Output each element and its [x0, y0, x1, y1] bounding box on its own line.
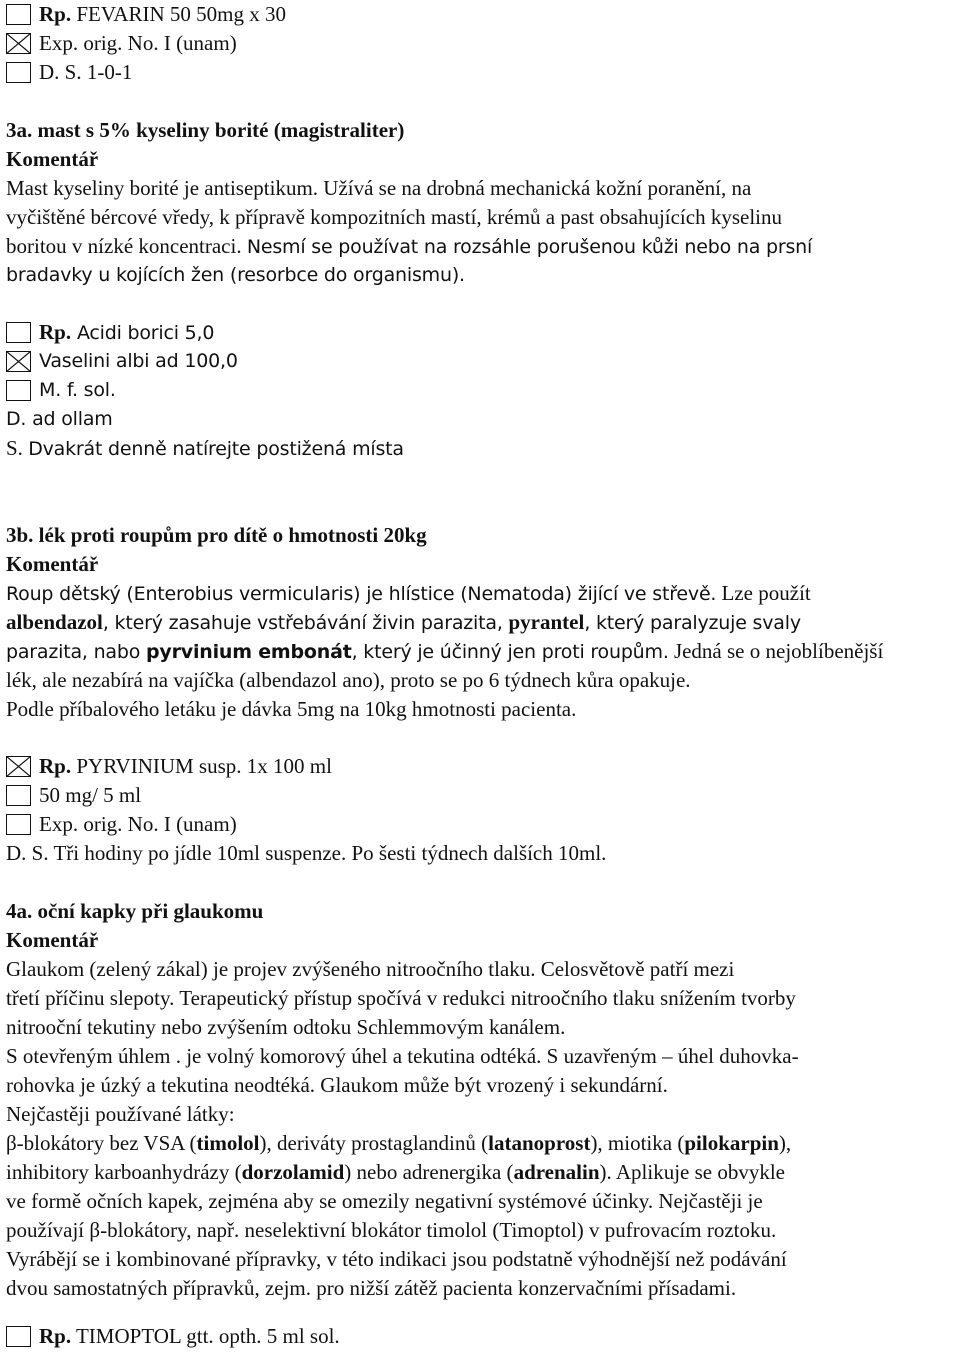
paragraph-line: Glaukom (zelený zákal) je projev zvýšeného nitroočního tlaku. Celosvětově patří mezi [6, 957, 735, 981]
rx-line-pyrvinium [6, 752, 954, 781]
komentar-label: Komentář [6, 928, 99, 952]
checkbox[interactable] [6, 322, 31, 343]
rx-text: Exp. orig. No. I (unam) [39, 31, 237, 55]
paragraph-line: boritou v nízké koncentraci. Nesmí se používat na rozsáhle porušenou kůži nebo na prsní [6, 234, 813, 258]
checkbox[interactable] [6, 351, 31, 372]
paragraph-line: Roup dětský (Enterobius vermicularis) je hlístice (Nematoda) žijící ve střevě. Lze použít [6, 581, 811, 605]
paragraph-line: inhibitory karboanhydrázy (dorzolamid) nebo adrenergika (adrenalin). Aplikuje se obvykle [6, 1160, 786, 1184]
rx-text: FEVARIN 50 50mg x 30 [71, 2, 286, 26]
paragraph-line: Mast kyseliny borité je antiseptikum. Užívá se na drobná mechanická kožní poranění, na [6, 176, 752, 200]
paragraph-line: Podle příbalového letáku je dávka 5mg na 10kg hmotnosti pacienta. [6, 697, 577, 721]
paragraph-line: třetí příčinu slepoty. Terapeutický přístup spočívá v redukci nitroočního tlaku snížením tvorby [6, 986, 796, 1010]
rx-line-acidi [6, 318, 954, 347]
rx-line-fevarin [6, 0, 954, 29]
paragraph-line: β-blokátory bez VSA (timolol), deriváty prostaglandinů (latanoprost), miotika (pilokarpin), [6, 1131, 792, 1155]
rx-text: Acidi borici 5,0 [71, 321, 215, 344]
rp-label: Rp. [39, 2, 72, 26]
checkbox[interactable] [6, 814, 31, 835]
paragraph-line: Vyrábějí se i kombinované přípravky, v této indikaci jsou podstatně výhodnější než podávání [6, 1247, 787, 1271]
komentar-label: Komentář [6, 147, 99, 171]
rp-label: Rp. [39, 319, 72, 344]
rx-line-vaselini [6, 347, 954, 376]
rx-line-s: S. Dvakrát denně natírejte postižená místa [6, 436, 404, 460]
paragraph-line: Nejčastěji používané látky: [6, 1102, 235, 1126]
checkbox[interactable] [6, 380, 31, 401]
rx-text: 50 mg/ 5 ml [39, 783, 142, 807]
komentar-label: Komentář [6, 552, 99, 576]
paragraph-line: ve formě očních kapek, zejména aby se omezily negativní systémové účinky. Nejčastěji je [6, 1189, 763, 1213]
paragraph-line: parazita, nabo pyrvinium embonát, který je účinný jen proti roupům. Jedná se o nejoblíbenější [6, 639, 884, 663]
rx-line-ds [6, 58, 954, 87]
paragraph-line: S otevřeným úhlem . je volný komorový úhel a tekutina odtéká. S uzavřeným – úhel duhovka- [6, 1044, 799, 1068]
rx-line-exp [6, 29, 954, 58]
checkbox[interactable] [6, 62, 31, 83]
checkbox[interactable] [6, 1326, 31, 1347]
rx-line-dose [6, 781, 954, 810]
paragraph-line: nitrooční tekutiny nebo zvýšením odtoku Schlemmovým kanálem. [6, 1015, 566, 1039]
rx-text: TIMOPTOL gtt. opth. 5 ml sol. [71, 1324, 340, 1348]
section-heading-4a: 4a. oční kapky při glaukomu [6, 899, 264, 923]
rx-line-mfsol [6, 376, 954, 405]
rx-line-d: D. ad ollam [6, 408, 113, 430]
paragraph-line: albendazol, který zasahuje vstřebávání živin parazita, pyrantel, který paralyzuje svaly [6, 610, 801, 634]
rx-text: Vaselini albi ad 100,0 [39, 350, 238, 372]
checkbox[interactable] [6, 785, 31, 806]
rp-label: Rp. [39, 754, 72, 778]
rx-text: D. S. 1-0-1 [39, 60, 133, 84]
rx-text: PYRVINIUM susp. 1x 100 ml [71, 754, 332, 778]
paragraph-line: bradavky u kojících žen (resorbce do organismu). [6, 264, 465, 286]
checkbox[interactable] [6, 756, 31, 777]
rx-line-exp [6, 810, 954, 839]
rx-line-timoptol [6, 1322, 954, 1351]
section-heading-3b: 3b. lék proti roupům pro dítě o hmotnosti 20kg [6, 523, 427, 547]
checkbox[interactable] [6, 33, 31, 54]
checkbox[interactable] [6, 4, 31, 25]
rx-text: M. f. sol. [39, 379, 116, 401]
rx-line-ds: D. S. Tři hodiny po jídle 10ml suspenze. Po šesti týdnech dalších 10ml. [6, 841, 607, 865]
paragraph-line: rohovka je úzký a tekutina neodtéká. Glaukom může být vrozený i sekundární. [6, 1073, 668, 1097]
section-heading-3a: 3a. mast s 5% kyseliny borité (magistraliter) [6, 118, 405, 142]
paragraph-line: používají β-blokátory, např. neselektivní blokátor timolol (Timoptol) v pufrovacím roztoku. [6, 1218, 777, 1242]
paragraph-line: lék, ale nezabírá na vajíčka (albendazol ano), proto se po 6 týdnech kůra opakuje. [6, 668, 691, 692]
paragraph-line: dvou samostatných přípravků, zejm. pro nižší zátěž pacienta konzervačními přísadami. [6, 1276, 737, 1300]
paragraph-line: vyčištěné bércové vředy, k přípravě kompozitních mastí, krémů a past obsahujících kyselinu [6, 205, 782, 229]
rp-label: Rp. [39, 1324, 72, 1348]
rx-text: Exp. orig. No. I (unam) [39, 812, 237, 836]
